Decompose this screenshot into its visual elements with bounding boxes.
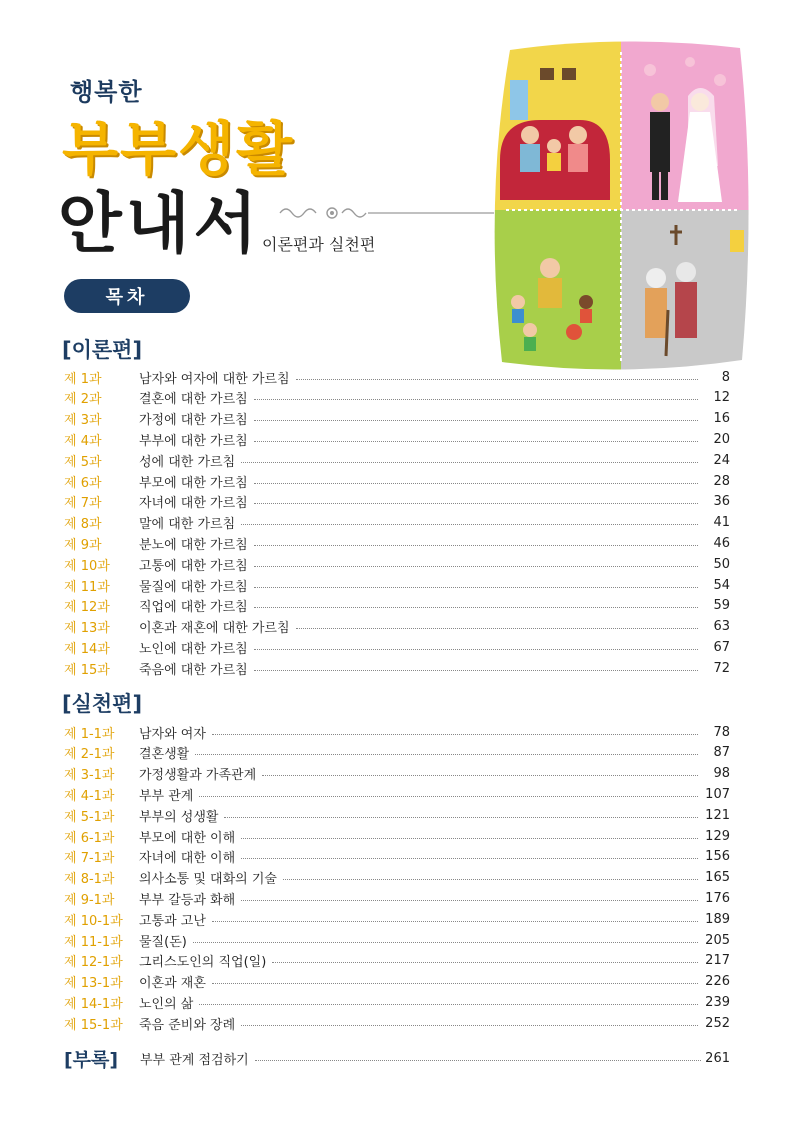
lesson-page: 20 xyxy=(713,431,730,447)
book-subtitle: 행복한 xyxy=(70,78,143,106)
book-title-main: 부부생활 xyxy=(62,115,295,183)
lesson-number: 제 1과 xyxy=(64,371,102,387)
dot-leader xyxy=(254,607,698,608)
toc-row[interactable] xyxy=(64,930,730,950)
lesson-number: 제 3과 xyxy=(64,413,102,429)
toc-row[interactable] xyxy=(64,722,730,742)
lesson-title: 고통에 대한 가르침 xyxy=(139,558,248,574)
dot-leader xyxy=(241,462,698,463)
toc-row[interactable] xyxy=(64,617,730,637)
section-heading-practice: [실천편] xyxy=(62,692,143,716)
dot-leader xyxy=(296,628,698,629)
lesson-title: 물질에 대한 가르침 xyxy=(139,579,248,595)
lesson-title: 부모에 대한 가르침 xyxy=(139,475,248,491)
lesson-title: 자녀에 대한 가르침 xyxy=(139,496,248,512)
lesson-title: 결혼생활 xyxy=(139,747,190,763)
lesson-page: 226 xyxy=(705,974,730,990)
toc-row[interactable] xyxy=(64,367,730,387)
lesson-page: 107 xyxy=(705,786,730,802)
lesson-page: 63 xyxy=(713,619,730,635)
dot-leader xyxy=(212,734,698,735)
toc-row[interactable] xyxy=(64,743,730,763)
dot-leader xyxy=(241,1025,698,1026)
lesson-number: 제 6-1과 xyxy=(64,830,115,846)
lesson-number: 제 9과 xyxy=(64,537,102,553)
dot-leader xyxy=(199,1004,698,1005)
lesson-title: 의사소통 및 대화의 기술 xyxy=(139,872,277,888)
dot-leader xyxy=(254,670,698,671)
dot-leader xyxy=(224,817,698,818)
toc-row[interactable] xyxy=(64,992,730,1012)
lesson-number: 제 10과 xyxy=(64,558,110,574)
dot-leader xyxy=(254,545,698,546)
lesson-page: 205 xyxy=(705,932,730,948)
lesson-page: 87 xyxy=(713,745,730,761)
lesson-page: 8 xyxy=(721,369,730,385)
dot-leader xyxy=(254,587,698,588)
lesson-number: 제 11-1과 xyxy=(64,934,123,950)
lesson-title: 가정에 대한 가르침 xyxy=(139,413,248,429)
lesson-page: 12 xyxy=(713,390,730,406)
lesson-title: 죽음 준비와 장례 xyxy=(139,1017,236,1033)
lesson-page: 98 xyxy=(713,766,730,782)
appendix-title: 부부 관계 점검하기 xyxy=(140,1052,249,1068)
lesson-title: 물질(돈) xyxy=(139,934,187,950)
lesson-title: 부부 갈등과 화해 xyxy=(139,892,236,908)
lesson-title: 이혼과 재혼에 대한 가르침 xyxy=(139,621,290,637)
lesson-page: 189 xyxy=(705,911,730,927)
dot-leader xyxy=(241,900,698,901)
lesson-page: 217 xyxy=(705,953,730,969)
lesson-number: 제 12-1과 xyxy=(64,955,123,971)
lesson-number: 제 13과 xyxy=(64,621,110,637)
lesson-page: 41 xyxy=(713,515,730,531)
lesson-page: 239 xyxy=(705,994,730,1010)
lesson-number: 제 2과 xyxy=(64,392,102,408)
book-tagline: 이론편과 실천편 xyxy=(262,235,376,254)
lesson-title: 이혼과 재혼 xyxy=(139,976,206,992)
lesson-number: 제 5-1과 xyxy=(64,809,115,825)
dot-leader xyxy=(212,921,698,922)
lesson-number: 제 12과 xyxy=(64,600,110,616)
toc-row[interactable] xyxy=(64,784,730,804)
lesson-page: 67 xyxy=(713,639,730,655)
lesson-number: 제 7-1과 xyxy=(64,851,115,867)
toc-row[interactable] xyxy=(64,1013,730,1033)
lesson-page: 176 xyxy=(705,890,730,906)
lesson-title: 남자와 여자 xyxy=(139,726,206,742)
lesson-number: 제 14-1과 xyxy=(64,996,123,1012)
dot-leader xyxy=(254,483,698,484)
dot-leader xyxy=(254,441,698,442)
lesson-number: 제 8-1과 xyxy=(64,872,115,888)
toc-row[interactable] xyxy=(64,805,730,825)
lesson-title: 직업에 대한 가르침 xyxy=(139,600,248,616)
lesson-page: 165 xyxy=(705,870,730,886)
lesson-number: 제 14과 xyxy=(64,641,110,657)
dot-leader xyxy=(272,962,698,963)
family-illustration xyxy=(490,40,752,370)
lesson-page: 129 xyxy=(705,828,730,844)
toc-row[interactable] xyxy=(64,471,730,491)
toc-row[interactable] xyxy=(64,909,730,929)
lesson-title: 부부의 성생활 xyxy=(139,809,219,825)
toc-row[interactable] xyxy=(64,826,730,846)
lesson-title: 부부 관계 xyxy=(139,788,194,804)
lesson-title: 자녀에 대한 이해 xyxy=(139,851,236,867)
toc-row[interactable] xyxy=(64,637,730,657)
lesson-number: 제 10-1과 xyxy=(64,913,123,929)
appendix-row[interactable] xyxy=(64,1046,730,1070)
toc-row[interactable] xyxy=(64,492,730,512)
toc-row[interactable] xyxy=(64,533,730,553)
toc-row[interactable] xyxy=(64,972,730,992)
lesson-number: 제 4과 xyxy=(64,433,102,449)
section-heading-theory: [이론편] xyxy=(62,338,143,362)
lesson-page: 156 xyxy=(705,849,730,865)
lesson-number: 제 15과 xyxy=(64,662,110,678)
dot-leader xyxy=(254,399,698,400)
appendix-page: 261 xyxy=(705,1050,730,1066)
dot-leader xyxy=(241,838,698,839)
lesson-number: 제 8과 xyxy=(64,517,102,533)
lesson-title: 성에 대한 가르침 xyxy=(139,454,236,470)
dot-leader xyxy=(262,775,698,776)
lesson-number: 제 1-1과 xyxy=(64,726,115,742)
dot-leader xyxy=(255,1060,701,1061)
lesson-title: 가정생활과 가족관계 xyxy=(139,768,257,784)
toc-row[interactable] xyxy=(64,554,730,574)
dot-leader xyxy=(283,879,698,880)
lesson-page: 16 xyxy=(713,411,730,427)
lesson-title: 고통과 고난 xyxy=(139,913,206,929)
lesson-page: 121 xyxy=(705,807,730,823)
dot-leader xyxy=(254,420,698,421)
lesson-page: 36 xyxy=(713,494,730,510)
toc-row[interactable] xyxy=(64,513,730,533)
toc-row[interactable] xyxy=(64,951,730,971)
lesson-number: 제 9-1과 xyxy=(64,892,115,908)
lesson-title: 노인에 대한 가르침 xyxy=(139,641,248,657)
lesson-title: 부부에 대한 가르침 xyxy=(139,433,248,449)
lesson-number: 제 11과 xyxy=(64,579,110,595)
appendix-tag: [부록] xyxy=(64,1048,119,1071)
toc-row[interactable] xyxy=(64,764,730,784)
book-title-sub: 안내서 xyxy=(58,185,262,262)
toc-row[interactable] xyxy=(64,409,730,429)
toc-row[interactable] xyxy=(64,575,730,595)
toc-row[interactable] xyxy=(64,847,730,867)
lesson-number: 제 7과 xyxy=(64,496,102,512)
ornament-divider xyxy=(276,202,496,224)
lesson-title: 결혼에 대한 가르침 xyxy=(139,392,248,408)
lesson-page: 28 xyxy=(713,473,730,489)
lesson-page: 59 xyxy=(713,598,730,614)
toc-row[interactable] xyxy=(64,868,730,888)
lesson-number: 제 13-1과 xyxy=(64,976,123,992)
dot-leader xyxy=(254,503,698,504)
lesson-number: 제 4-1과 xyxy=(64,788,115,804)
lesson-page: 24 xyxy=(713,452,730,468)
lesson-number: 제 15-1과 xyxy=(64,1017,123,1033)
toc-row[interactable] xyxy=(64,596,730,616)
lesson-number: 제 2-1과 xyxy=(64,747,115,763)
lesson-title: 말에 대한 가르침 xyxy=(139,517,236,533)
dot-leader xyxy=(193,942,698,943)
lesson-title: 남자와 여자에 대한 가르침 xyxy=(139,371,290,387)
lesson-number: 제 5과 xyxy=(64,454,102,470)
lesson-page: 46 xyxy=(713,535,730,551)
dot-leader xyxy=(241,858,698,859)
lesson-title: 분노에 대한 가르침 xyxy=(139,537,248,553)
dot-leader xyxy=(254,649,698,650)
toc-row[interactable] xyxy=(64,450,730,470)
dot-leader xyxy=(296,379,698,380)
toc-row[interactable] xyxy=(64,429,730,449)
lesson-page: 54 xyxy=(713,577,730,593)
toc-row[interactable] xyxy=(64,388,730,408)
lesson-title: 노인의 삶 xyxy=(139,996,194,1012)
lesson-page: 78 xyxy=(713,724,730,740)
toc-row[interactable] xyxy=(64,658,730,678)
toc-row[interactable] xyxy=(64,888,730,908)
lesson-title: 부모에 대한 이해 xyxy=(139,830,236,846)
dot-leader xyxy=(195,754,698,755)
dot-leader xyxy=(199,796,698,797)
lesson-page: 50 xyxy=(713,556,730,572)
lesson-number: 제 6과 xyxy=(64,475,102,491)
lesson-page: 72 xyxy=(713,660,730,676)
lesson-page: 252 xyxy=(705,1015,730,1031)
lesson-number: 제 3-1과 xyxy=(64,768,115,784)
dot-leader xyxy=(212,983,698,984)
lesson-title: 죽음에 대한 가르침 xyxy=(139,662,248,678)
dot-leader xyxy=(254,566,698,567)
lesson-title: 그리스도인의 직업(일) xyxy=(139,955,267,971)
dot-leader xyxy=(241,524,698,525)
toc-label: 목차 xyxy=(64,279,190,313)
